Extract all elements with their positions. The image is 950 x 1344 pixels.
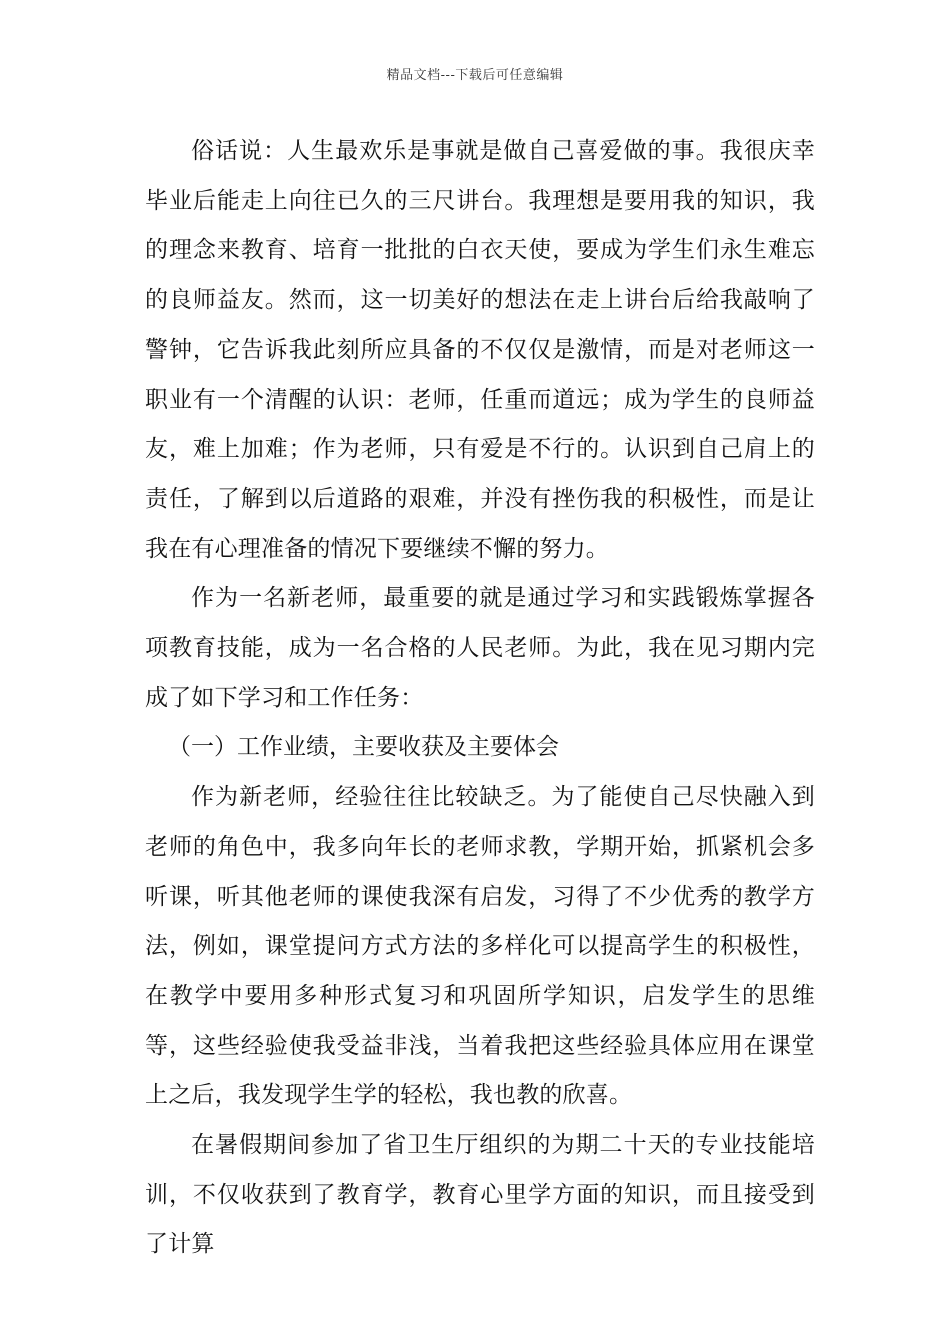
paragraph-goals: 作为一名新老师，最重要的就是通过学习和实践锻炼掌握各项教育技能，成为一名合格的人民老师。为此，我在见习期内完成了如下学习和工作任务： bbox=[145, 585, 815, 711]
page-header: 精品文档---下载后可任意编辑 bbox=[386, 68, 564, 83]
paragraph-training: 在暑假期间参加了省卫生厅组织的为期二十天的专业技能培训，不仅收获到了教育学，教育心里学方面的知识，而且接受到了计算 bbox=[145, 1132, 815, 1258]
paragraph-experience: 作为新老师，经验往往比较缺乏。为了能使自己尽快融入到老师的角色中，我多向年长的老师求教，学期开始，抓紧机会多听课，听其他老师的课使我深有启发，习得了不少优秀的教学方法，例如，课堂提问方式方法的多样化可以提高学生的积极性，在教学中要用多种形式复习和巩固所学知识，启发学生的思维等，这些经验使我受益非浅，当着我把这些经验具体应用在课堂上之后，我发现学生学的轻松，我也教的欣喜。 bbox=[145, 784, 815, 1109]
section-heading: （一）工作业绩，主要收获及主要体会 bbox=[168, 734, 559, 761]
document-body bbox=[145, 127, 815, 1270]
paragraph-intro: 俗话说：人生最欢乐是事就是做自己喜爱做的事。我很庆幸毕业后能走上向往已久的三尺讲台。我理想是要用我的知识，我的理念来教育、培育一批批的白衣天使，要成为学生们永生难忘的良师益友。然而，这一切美好的想法在走上讲台后给我敲响了警钟，它告诉我此刻所应具备的不仅仅是激情，而是对老师这一职业有一个清醒的认识：老师，任重而道远；成为学生的良师益友，难上加难；作为老师，只有爱是不行的。认识到自己肩上的责任，了解到以后道路的艰难，并没有挫伤我的积极性，而是让我在有心理准备的情况下要继续不懈的努力。 bbox=[145, 138, 815, 562]
